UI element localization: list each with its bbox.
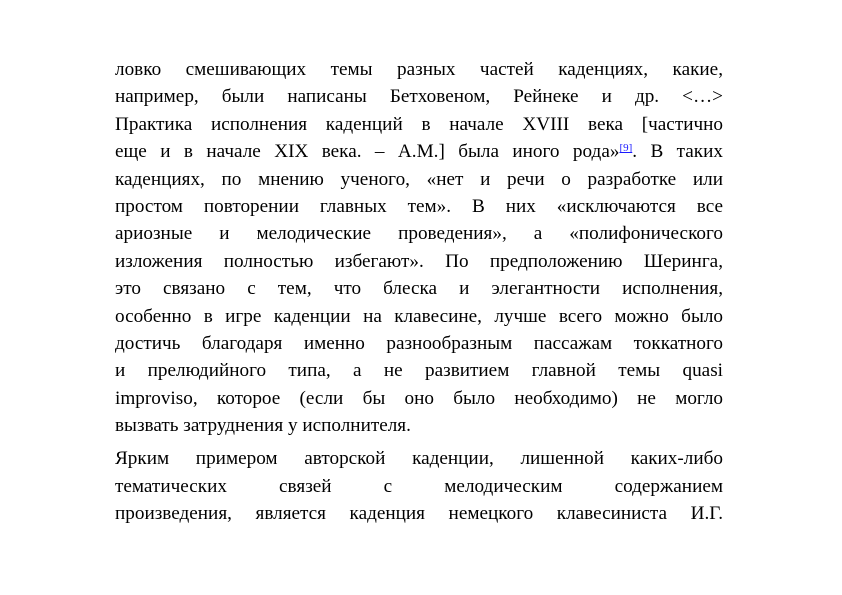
body-text <box>115 56 723 528</box>
text-line: простом повторении главных тем». В них «исключаются все <box>115 195 723 217</box>
text-line-segment: . В таких <box>632 141 723 163</box>
text-line: вызвать затруднения у исполнителя. <box>115 415 411 437</box>
text-line: произведения, является каденция немецкого клавесиниста И.Г. <box>115 503 723 525</box>
text-line: например, были написаны Бетховеном, Рейнеке и др. <…> <box>115 86 723 108</box>
paragraph-1 <box>115 56 723 439</box>
footnote-link[interactable]: [9] <box>619 142 633 155</box>
paragraph-2 <box>115 445 723 527</box>
text-line: тематических связей с мелодическим содержанием <box>115 475 723 497</box>
text-line: ариозные и мелодические проведения», а «полифонического <box>115 223 723 245</box>
text-line-segment: еще и в начале XIX века. – А.М.] была иного рода» <box>115 141 620 163</box>
text-line: особенно в игре каденции на клавесине, лучше всего можно было <box>115 305 723 327</box>
text-line: изложения полностью избегают». По предположению Шеринга, <box>115 250 723 272</box>
text-line: каденциях, по мнению ученого, «нет и речи о разработке или <box>115 168 723 190</box>
text-line: ловко смешивающих темы разных частей каденциях, какие, <box>115 59 723 80</box>
text-line-with-footnote <box>115 138 723 165</box>
text-line: Ярким примером авторской каденции, лишенной каких-либо <box>115 448 723 470</box>
text-line: improviso, которое (если бы оно было необходимо) не могло <box>115 387 723 409</box>
text-line: Практика исполнения каденций в начале XVIII века [частично <box>115 113 723 135</box>
text-line: и прелюдийного типа, а не развитием главной темы quasi <box>115 360 723 382</box>
text-line: достичь благодаря именно разнообразным пассажам токкатного <box>115 332 723 354</box>
text-line: это связано с тем, что блеска и элегантности исполнения, <box>115 278 723 300</box>
